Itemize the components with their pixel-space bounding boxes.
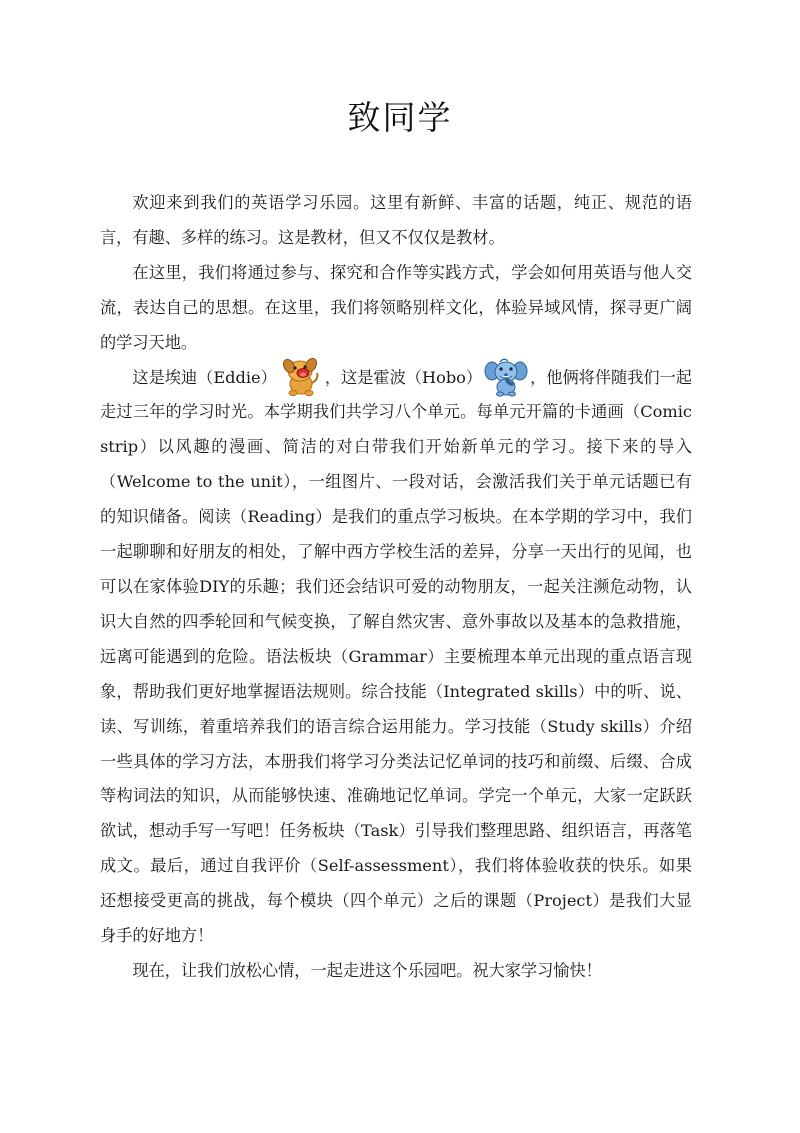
- paragraph-closing: 现在，让我们放松心情，一起走进这个乐园吧。祝大家学习愉快！: [132, 960, 602, 980]
- units-overview-text: ，他俩将伴随我们一起走过三年的学习时光。本学期我们共学习八个单元。每单元开篇的卡通画（Comic strip）以风趣的漫画、简洁的对白带我们开始新单元的学习。接下来的导入（Welcome to the unit），一组图片、一段对话，会激活我们关于单元话题已有的知识储备。阅读（Reading）是我们的重点学习板块。在本学期的学习中，我们一起聊聊和好朋友的相处，了解中西方学校生活的差异，分享一天出行的见闻，也可以在家体验DIY的乐趣；我们还会结识可爱的动物朋友，一起关注濒危动物，认识大自然的四季轮回和气候变换，了解自然灾害、意外事故以及基本的急救措施，远离可能遇到的危险。语法板块（Grammar）主要梳理本单元出现的重点语言现象，帮助我们更好地掌握语法规则。综合技能（Integrated skills）中的听、说、读、写训练，着重培养我们的语言综合运用能力。学习技能（Study skills）介绍一些具体的学习方法，本册我们将学习分类法记忆单词的技巧和前缀、后缀、合成等构词法的知识，从而能够快速、准确地记忆单词。学完一个单元，大家一定跃跃欲试，想动手写一写吧！任务板块（Task）引导我们整理思路、组织语言，再落笔成文。最后，通过自我评价（Self-assessment），我们将体验收获的快乐。如果还想接受更高的挑战，每个模块（四个单元）之后的课题（Project）是我们大显身手的好地方！: [100, 367, 692, 946]
- eddie-dog-icon: [279, 357, 323, 397]
- eddie-intro-text: 这是埃迪（Eddie）: [132, 367, 277, 387]
- hobo-elephant-icon: [484, 357, 528, 397]
- paragraph-mascots-and-units: [100, 361, 692, 954]
- page-title: 致同学: [347, 98, 453, 137]
- paragraph-practice: 在这里，我们将通过参与、探究和合作等实践方式，学会如何用英语与他人交流，表达自己的思想。在这里，我们将领略别样文化，体验异域风情，探寻更广阔的学习天地。: [100, 262, 692, 352]
- paragraph-welcome: 欢迎来到我们的英语学习乐园。这里有新鲜、丰富的话题，纯正、规范的语言，有趣、多样的练习。这是教材，但又不仅仅是教材。: [100, 193, 692, 247]
- hobo-intro-text: ，这是霍波（Hobo）: [324, 367, 483, 387]
- body-text: [100, 186, 692, 989]
